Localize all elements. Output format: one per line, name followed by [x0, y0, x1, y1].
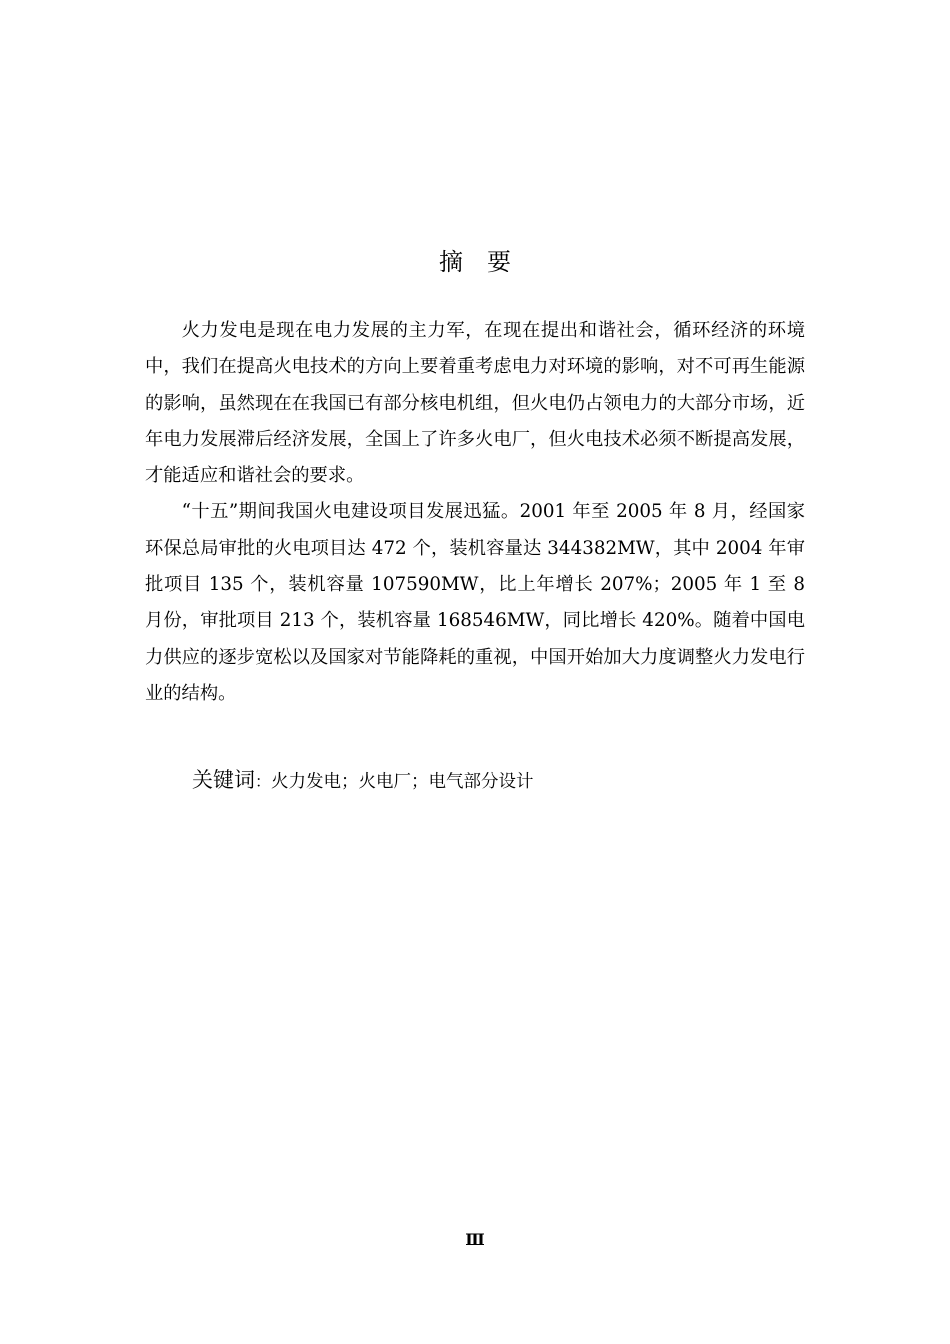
- abstract-body: [145, 313, 805, 712]
- keywords-list: 火力发电；火电厂；电气部分设计: [271, 772, 534, 792]
- keywords-label: 关键词: [192, 768, 255, 792]
- keywords-separator: ：: [255, 772, 272, 791]
- abstract-paragraph-1: 火力发电是现在电力发展的主力军，在现在提出和谐社会，循环经济的环境中，我们在提高火电技术的方向上要着重考虑电力对环境的影响，对不可再生能源的影响，虽然现在在我国已有部分核电机组，但火电仍占领电力的大部分市场，近年电力发展滞后经济发展，全国上了许多火电厂，但火电技术必须不断提高发展，才能适应和谐社会的要求。: [145, 320, 805, 487]
- abstract-paragraph-2: “十五”期间我国火电建设项目发展迅猛。2001 年至 2005 年 8 月，经国家环保总局审批的火电项目达 472 个，装机容量达 344382MW，其中 2004 年审批项目 135 个，装机容量 107590MW，比上年增长 207%；2005 年 1 至 8 月份，审批项目 213 个，装机容量 168546MW，同比增长 420%。随着中国电力供应的逐步宽松以及国家对节能降耗的重视，中国开始加大力度调整火力发电行业的结构。: [145, 501, 805, 704]
- page-number: Ⅲ: [465, 1230, 485, 1249]
- keywords-line: [192, 764, 534, 798]
- abstract-title: 摘 要: [439, 248, 511, 276]
